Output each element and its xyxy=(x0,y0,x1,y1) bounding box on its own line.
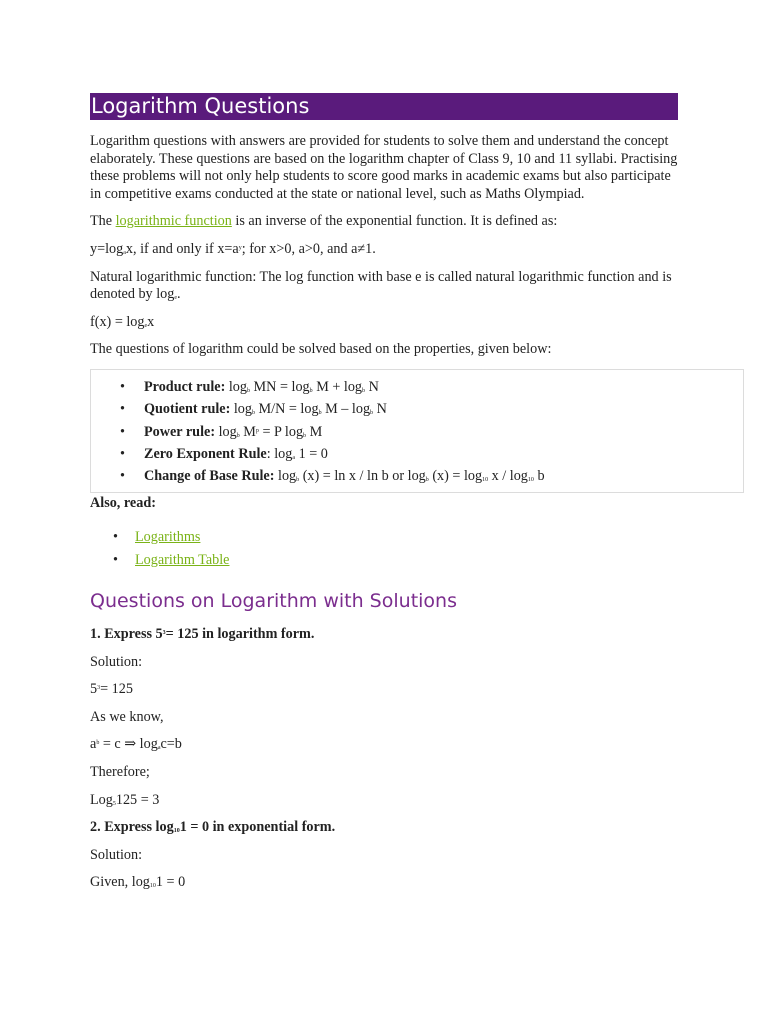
property-sub: b xyxy=(236,432,240,439)
question-sub: 10 xyxy=(173,828,180,835)
natural-log-formula xyxy=(90,314,678,332)
question-2 xyxy=(90,819,678,837)
related-link-item xyxy=(113,549,678,572)
question-1 xyxy=(90,626,678,644)
property-text: (x) = log xyxy=(428,468,483,485)
definition-suffix: is an inverse of the exponential function. It is defined as: xyxy=(231,213,558,230)
definition-paragraph xyxy=(90,213,678,231)
property-name: Power rule: xyxy=(144,423,216,440)
property-name: Product rule: xyxy=(144,378,226,395)
property-text: M – log xyxy=(321,401,371,418)
intro-paragraph: Logarithm questions with answers are provided for students to solve them and understand the concept elaborately. These questions are based on the logarithm chapter of Class 9, 10 and 11 syllabi. Practising these problems will not only help students to score good marks in academic exams but also participate in competitive exams conducted at the state or national level, such as Maths Olympiad. xyxy=(90,133,678,202)
solution-answer xyxy=(90,792,678,810)
property-text: log xyxy=(230,401,252,418)
question-text: = 125 in logarithm form. xyxy=(165,626,315,643)
solution-line: Therefore; xyxy=(90,763,150,780)
bullet-icon: • xyxy=(120,378,125,395)
formula-sub: e xyxy=(144,322,148,329)
question-text: 1 = 0 in exponential form. xyxy=(179,819,336,836)
solution-text: Log xyxy=(90,791,113,808)
natural-log-sub: e xyxy=(174,295,177,302)
property-sub: 10 xyxy=(482,477,489,484)
property-text: M xyxy=(306,423,323,440)
solution-label: Solution: xyxy=(90,846,143,863)
property-sub: a xyxy=(292,454,296,461)
bullet-icon: • xyxy=(113,529,118,546)
property-item xyxy=(120,376,743,398)
solution-sup: b xyxy=(96,740,100,747)
property-item xyxy=(120,443,743,465)
properties-box xyxy=(90,369,744,493)
formula-text: ; for x>0, a>0, and a≠1. xyxy=(241,240,376,257)
property-text: MN = log xyxy=(250,378,310,395)
question-sup: 3 xyxy=(162,630,166,637)
bullet-icon: • xyxy=(120,445,125,462)
property-text: N xyxy=(373,401,387,418)
property-text: x / log xyxy=(488,468,528,485)
bullet-icon: • xyxy=(120,401,125,418)
property-item xyxy=(120,421,743,443)
formula-text: f(x) = log xyxy=(90,313,145,330)
solution-text: = c ⇒ log xyxy=(99,736,158,753)
formula-sup: y xyxy=(238,244,242,251)
natural-log-text: Natural logarithmic function: The log function with base e is called natural logarithmic function and is denoted by log xyxy=(90,268,672,303)
question-text: 1. Express 5 xyxy=(90,626,163,643)
property-sub: b xyxy=(425,477,429,484)
solution-text: Given, log xyxy=(90,874,150,891)
solution-text: a xyxy=(90,736,97,753)
logarithms-link[interactable]: Logarithms xyxy=(135,529,201,546)
bullet-icon: • xyxy=(120,468,125,485)
solution-text: c=b xyxy=(160,736,182,753)
property-item xyxy=(120,465,743,487)
property-sub: b xyxy=(296,477,300,484)
solution-line xyxy=(90,681,678,699)
related-links xyxy=(90,526,678,572)
definition-prefix: The xyxy=(90,213,116,230)
property-text: log xyxy=(274,468,297,485)
property-text: 1 = 0 xyxy=(295,445,328,462)
solution-sub: 10 xyxy=(149,883,156,890)
property-name: Quotient rule: xyxy=(144,401,231,418)
solution-text: 5 xyxy=(90,681,98,698)
properties-list xyxy=(91,376,743,487)
property-sub: b xyxy=(318,410,322,417)
solution-line xyxy=(90,874,678,892)
property-text: M/N = log xyxy=(254,401,319,418)
solution-sub: a xyxy=(157,745,161,752)
property-text: M + log xyxy=(312,378,363,395)
property-text: log xyxy=(215,423,237,440)
page-title: Logarithm Questions xyxy=(90,93,678,120)
solution-text: = 125 xyxy=(100,681,133,698)
solution-text: 125 = 3 xyxy=(115,791,160,808)
property-sub: b xyxy=(309,387,313,394)
property-name: Zero Exponent Rule xyxy=(144,445,267,462)
bullet-icon: • xyxy=(113,552,118,569)
bullet-icon: • xyxy=(120,423,125,440)
formula-text: x, if and only if x=a xyxy=(125,240,239,257)
property-text: M xyxy=(239,423,256,440)
logarithm-table-link[interactable]: Logarithm Table xyxy=(135,552,230,569)
solution-sub: 5 xyxy=(112,800,116,807)
logarithmic-function-link[interactable]: logarithmic function xyxy=(115,213,232,230)
property-sub: b xyxy=(370,410,374,417)
property-text: log xyxy=(225,378,247,395)
property-name: Change of Base Rule: xyxy=(144,468,275,485)
property-sub: 10 xyxy=(527,477,534,484)
property-sub: b xyxy=(247,387,250,394)
property-sup: p xyxy=(255,427,259,434)
natural-log-paragraph xyxy=(90,269,678,304)
also-read-heading: Also, read: xyxy=(90,495,156,512)
solution-text: 1 = 0 xyxy=(155,874,186,891)
properties-intro: The questions of logarithm could be solved based on the properties, given below: xyxy=(90,341,552,358)
question-text: 2. Express log xyxy=(90,819,174,836)
property-text: (x) = ln x / ln b or log xyxy=(299,468,426,485)
formula-text: y=log xyxy=(90,240,124,257)
definition-formula xyxy=(90,241,678,259)
article xyxy=(90,93,678,902)
solution-line xyxy=(90,736,678,754)
related-link-item xyxy=(113,526,678,549)
property-sub: b xyxy=(303,432,307,439)
property-sub: b xyxy=(251,410,255,417)
property-text: N xyxy=(365,378,379,395)
property-sub: b xyxy=(362,387,366,394)
section-title: Questions on Logarithm with Solutions xyxy=(90,590,457,613)
solution-line: As we know, xyxy=(90,708,164,725)
formula-sub: a xyxy=(123,249,126,256)
property-item xyxy=(120,398,743,420)
formula-text: x xyxy=(147,313,155,330)
natural-log-end: . xyxy=(177,286,181,303)
property-text: b xyxy=(533,468,545,485)
property-text: : log xyxy=(266,445,293,462)
solution-label: Solution: xyxy=(90,653,143,670)
solution-sup: 3 xyxy=(97,685,101,692)
property-text: = P log xyxy=(258,423,304,440)
